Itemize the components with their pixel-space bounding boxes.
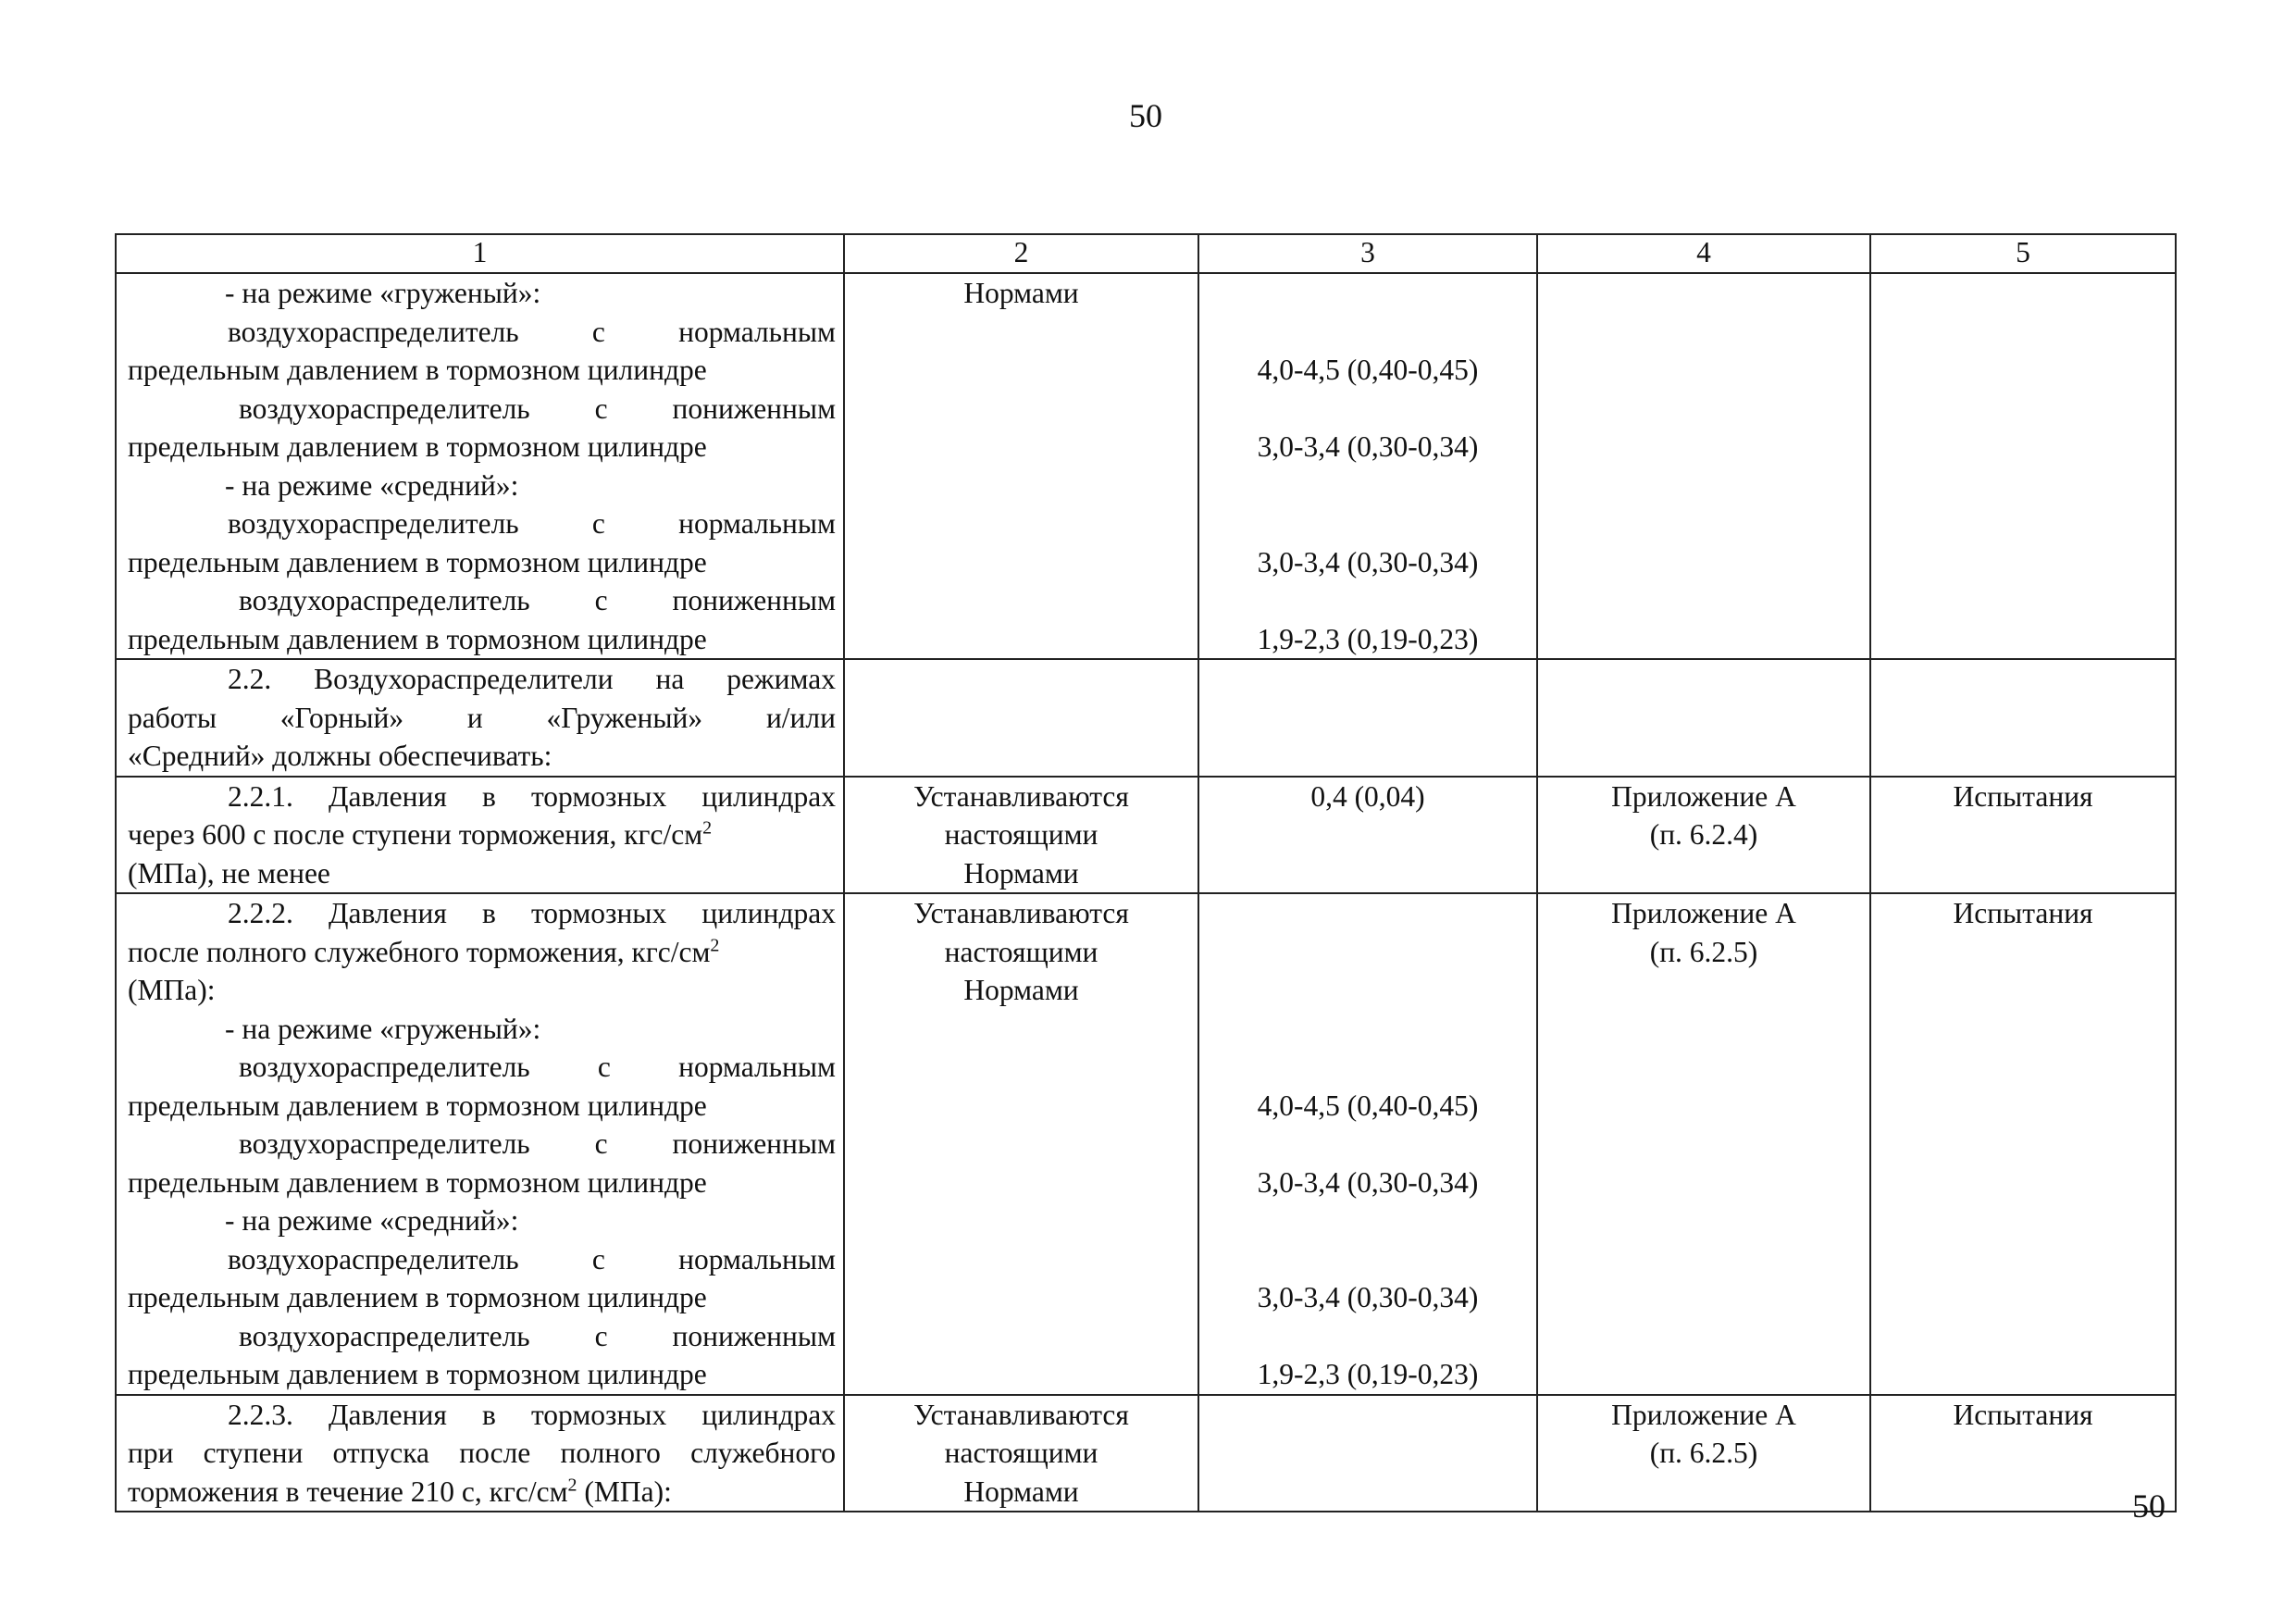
- text-fragment: после полного служебного торможения, кгс/см: [128, 935, 711, 968]
- table-header-row: [116, 234, 2176, 273]
- control-cell: [1870, 1395, 2176, 1512]
- control-cell: [1870, 777, 2176, 894]
- page-number-bottom: 50: [2132, 1487, 2166, 1525]
- control-cell: [1870, 893, 2176, 1395]
- text-fragment: торможения в течение 210 с, кгс/см: [128, 1475, 568, 1508]
- text-line: воздухораспределитель с нормальным: [228, 315, 836, 348]
- text-line: предельным давлением в тормозном цилиндре: [128, 1089, 707, 1122]
- text-line: 2.2. Воздухораспределители на режимах: [228, 663, 836, 695]
- text-line: при ступени отпуска после полного служебного: [128, 1437, 836, 1469]
- text-line: Устанавливаются: [913, 897, 1129, 929]
- text-line: Приложение А: [1611, 779, 1796, 813]
- column-header: 5: [1870, 234, 2176, 273]
- mode-loaded-line: - на режиме «груженый»:: [225, 1012, 541, 1045]
- column-header: 1: [116, 234, 844, 273]
- column-header: 4: [1537, 234, 1870, 273]
- text-line: воздухораспределитель с пониженным: [239, 584, 836, 616]
- mode-medium-line: - на режиме «средний»:: [225, 468, 519, 502]
- value-line: 3,0-3,4 (0,30-0,34): [1257, 1281, 1479, 1313]
- requirement-cell: [116, 659, 844, 777]
- text-line: предельным давлением в тормозном цилиндре: [128, 354, 707, 386]
- value-line: 1,9-2,3 (0,19-0,23): [1257, 622, 1479, 655]
- requirement-cell: [116, 1395, 844, 1512]
- text-line: предельным давлением в тормозном цилиндре: [128, 545, 707, 579]
- method-cell: [1537, 1395, 1870, 1512]
- text-line: Нормами: [963, 277, 1079, 309]
- text-line: Устанавливаются: [913, 1398, 1129, 1431]
- text-line: настоящими: [944, 935, 1098, 968]
- text-fragment: (МПа):: [577, 1475, 672, 1508]
- value-cell: [1198, 1395, 1537, 1512]
- text-line: [128, 815, 836, 854]
- text-line: воздухораспределитель с нормальным: [239, 1051, 836, 1083]
- text-line: 2.2.2. Давления в тормозных цилиндрах: [228, 897, 836, 929]
- value-line: 0,4 (0,04): [1310, 779, 1425, 813]
- mode-medium-line: - на режиме «средний»:: [225, 1204, 519, 1237]
- value-cell: [1198, 659, 1537, 777]
- method-cell: [1537, 273, 1870, 659]
- text-line: (МПа):: [128, 974, 216, 1006]
- text-line: Нормами: [963, 1475, 1079, 1508]
- page-number-top: 50: [1129, 97, 1162, 134]
- text-line: Приложение А: [1611, 897, 1796, 929]
- norm-cell: [844, 1395, 1198, 1512]
- requirements-table: [115, 233, 2177, 1512]
- column-header: 3: [1198, 234, 1537, 273]
- text-line: Испытания: [1953, 897, 2093, 929]
- text-line: 2.2.1. Давления в тормозных цилиндрах: [228, 779, 836, 813]
- text-line: воздухораспределитель с пониженным: [239, 1127, 836, 1160]
- value-line: 4,0-4,5 (0,40-0,45): [1257, 1089, 1479, 1122]
- requirement-cell: [116, 777, 844, 894]
- text-line: предельным давлением в тормозном цилиндре: [128, 1165, 707, 1199]
- value-cell: [1198, 777, 1537, 894]
- text-line: (п. 6.2.5): [1649, 1437, 1758, 1469]
- text-line: воздухораспределитель с пониженным: [239, 1319, 836, 1352]
- requirement-cell: [116, 273, 844, 659]
- table-row: [116, 777, 2176, 894]
- text-line: предельным давлением в тормозном цилиндре: [128, 430, 707, 463]
- requirement-cell: [116, 893, 844, 1395]
- text-line: предельным давлением в тормозном цилиндре: [128, 622, 707, 655]
- text-line: (п. 6.2.5): [1649, 935, 1758, 968]
- table-row: [116, 1395, 2176, 1512]
- table-row: [116, 659, 2176, 777]
- text-line: настоящими: [944, 818, 1098, 851]
- text-line: [128, 933, 836, 972]
- norm-cell: [844, 893, 1198, 1395]
- method-cell: [1537, 777, 1870, 894]
- method-cell: [1537, 659, 1870, 777]
- text-fragment: через 600 с после ступени торможения, кгс/см: [128, 818, 703, 851]
- superscript: 2: [567, 1475, 577, 1495]
- control-cell: [1870, 273, 2176, 659]
- text-line: Испытания: [1953, 1398, 2093, 1431]
- text-line: (п. 6.2.4): [1649, 818, 1758, 851]
- text-line: предельным давлением в тормозном цилиндре: [128, 1281, 707, 1313]
- value-line: 3,0-3,4 (0,30-0,34): [1257, 430, 1479, 463]
- superscript: 2: [710, 935, 720, 955]
- value-line: 4,0-4,5 (0,40-0,45): [1257, 354, 1479, 386]
- text-line: предельным давлением в тормозном цилиндре: [128, 1358, 707, 1390]
- text-line: Устанавливаются: [913, 779, 1129, 813]
- norm-cell: [844, 273, 1198, 659]
- text-line: работы «Горный» и «Груженый» и/или: [128, 701, 836, 734]
- text-line: Испытания: [1953, 779, 2093, 813]
- norm-cell: [844, 659, 1198, 777]
- text-line: воздухораспределитель с пониженным: [239, 392, 836, 425]
- mode-loaded-line: - на режиме «груженый»:: [225, 277, 541, 309]
- text-line: Нормами: [963, 974, 1079, 1006]
- norm-cell: [844, 777, 1198, 894]
- table-row: [116, 893, 2176, 1395]
- text-line: «Средний» должны обеспечивать:: [128, 740, 552, 772]
- value-cell: [1198, 273, 1537, 659]
- text-line: воздухораспределитель с нормальным: [228, 507, 836, 540]
- value-cell: [1198, 893, 1537, 1395]
- superscript: 2: [702, 817, 713, 839]
- text-line: Нормами: [963, 856, 1079, 890]
- text-line: воздухораспределитель с нормальным: [228, 1242, 836, 1276]
- text-line: [128, 1473, 836, 1512]
- text-line: Приложение А: [1611, 1398, 1796, 1431]
- control-cell: [1870, 659, 2176, 777]
- method-cell: [1537, 893, 1870, 1395]
- value-line: 3,0-3,4 (0,30-0,34): [1257, 545, 1479, 579]
- column-header: 2: [844, 234, 1198, 273]
- text-line: 2.2.3. Давления в тормозных цилиндрах: [228, 1398, 836, 1431]
- text-line: настоящими: [944, 1437, 1098, 1469]
- value-line: 1,9-2,3 (0,19-0,23): [1257, 1358, 1479, 1390]
- value-line: 3,0-3,4 (0,30-0,34): [1257, 1165, 1479, 1199]
- text-line: (МПа), не менее: [128, 856, 330, 890]
- table-row: [116, 273, 2176, 659]
